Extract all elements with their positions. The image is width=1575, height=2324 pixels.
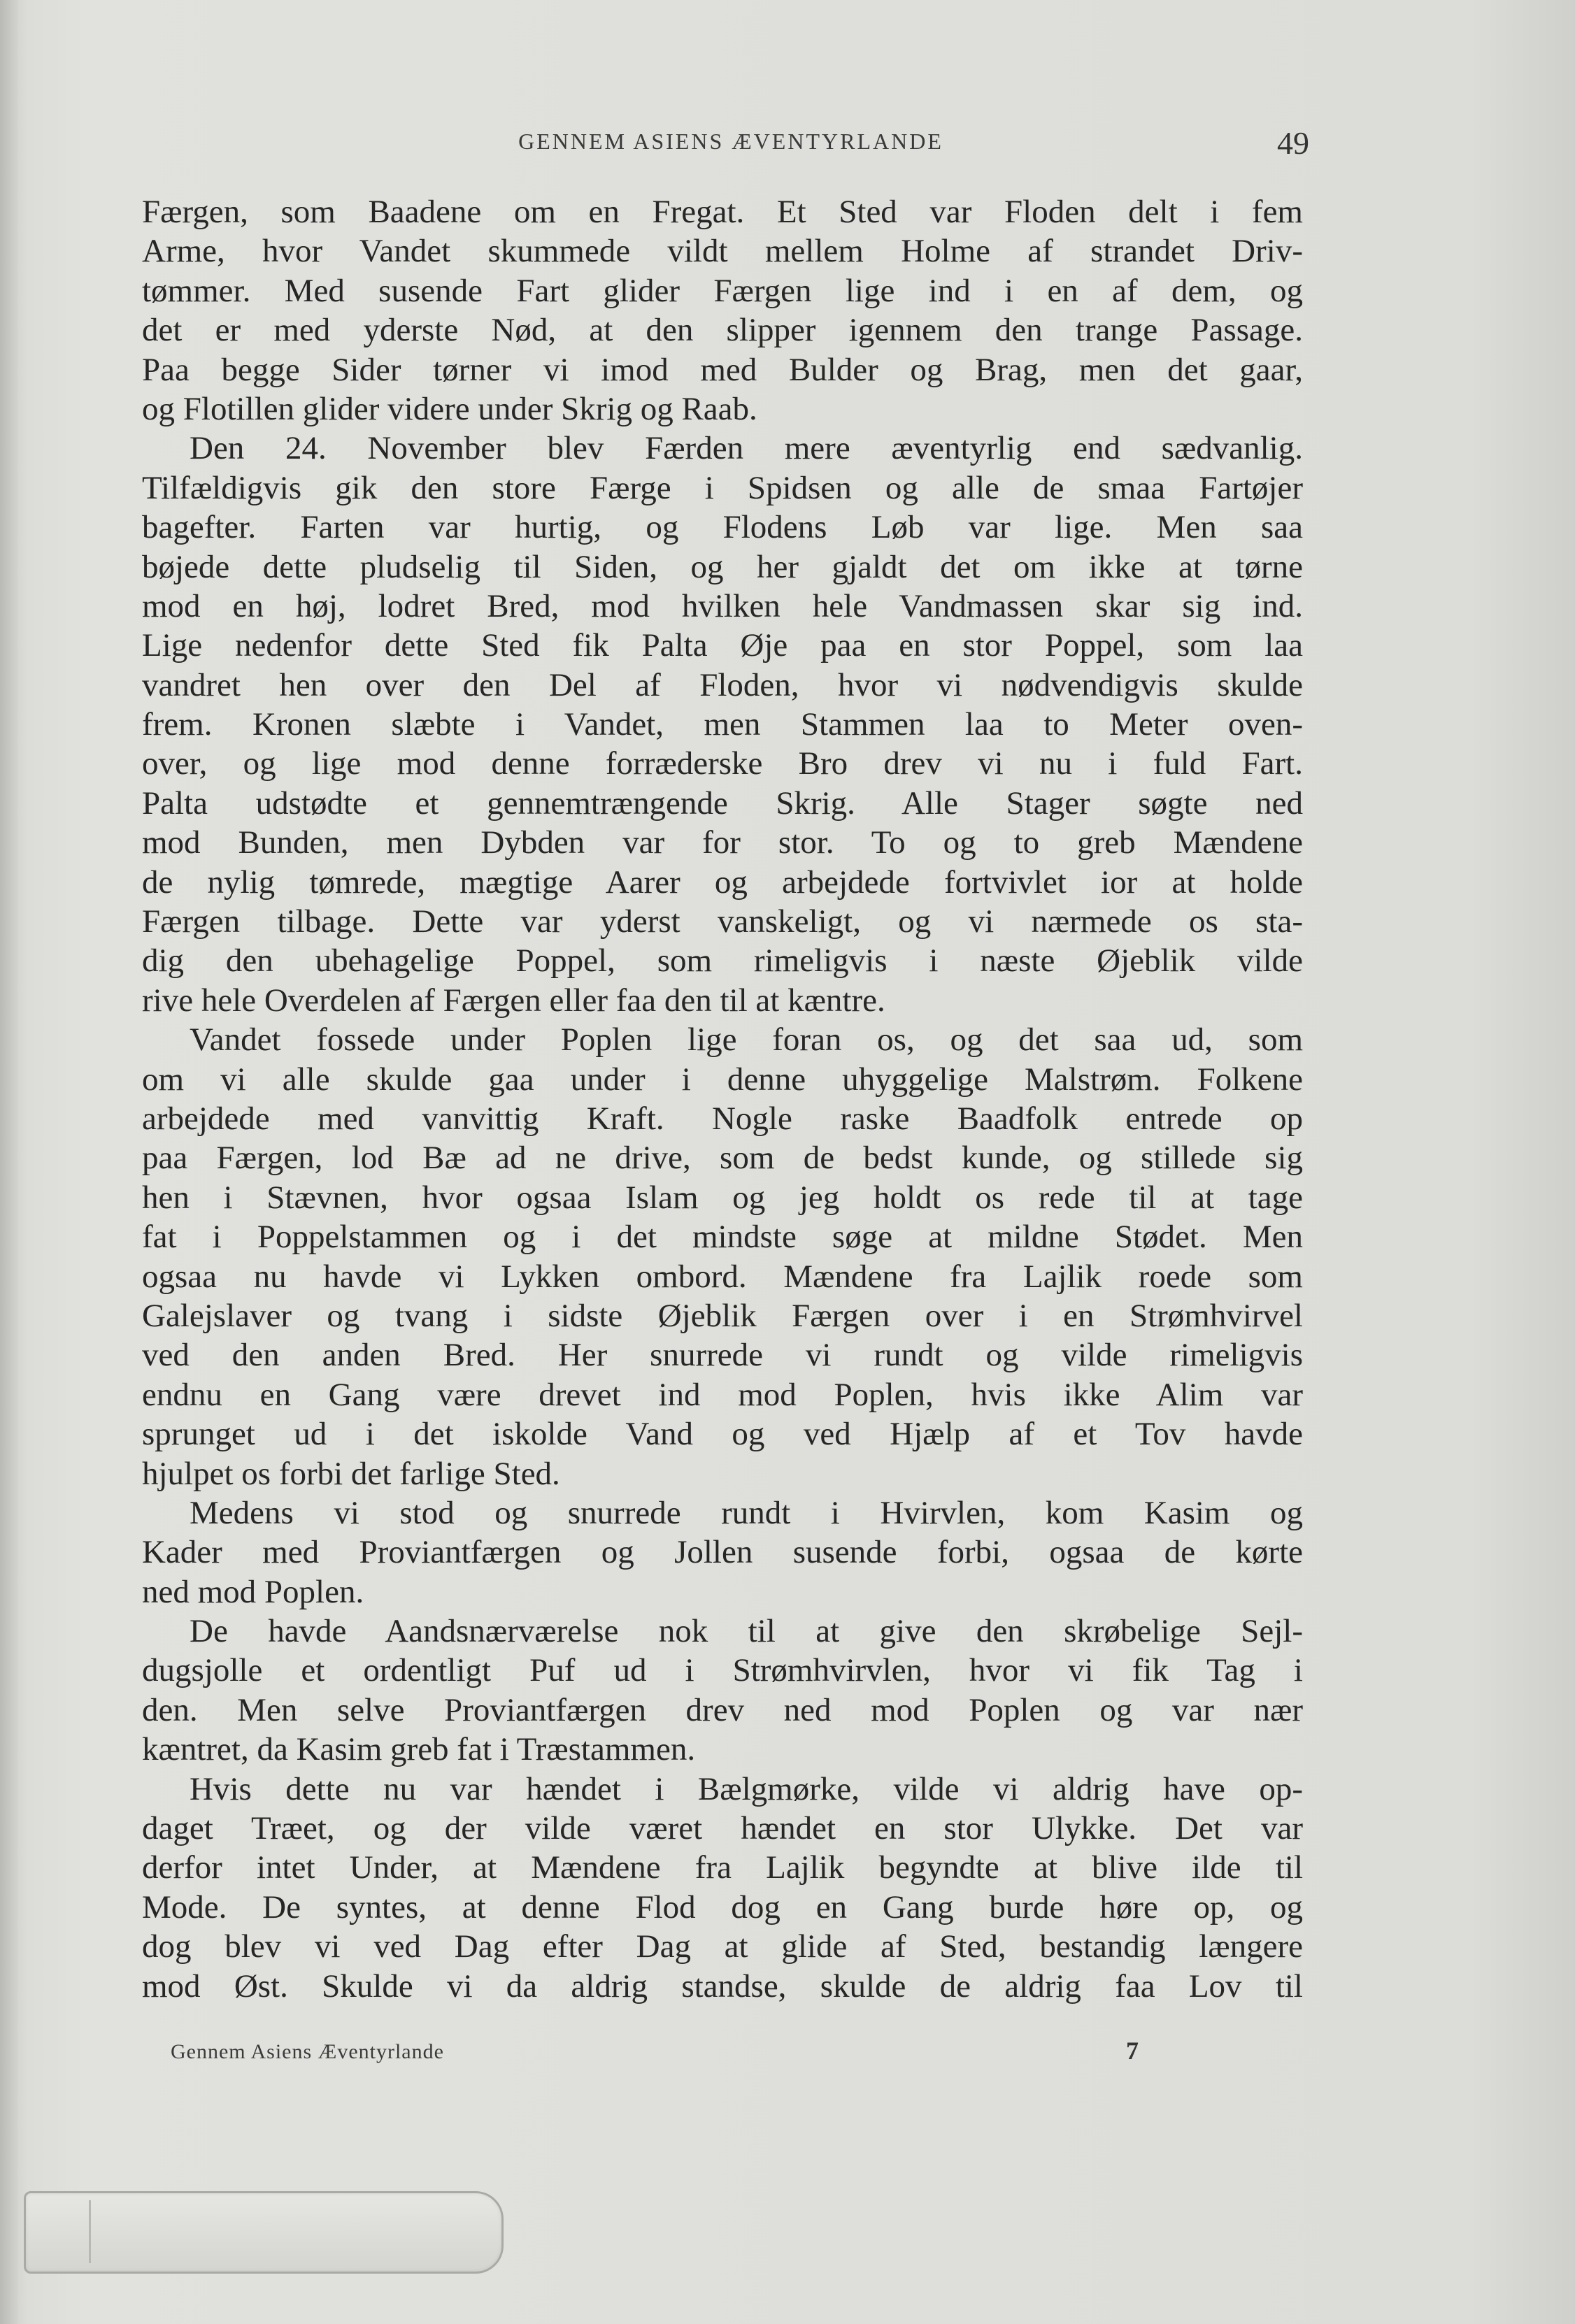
text-line: daget Træet, og der vilde været hændet en stor Ulykke. Det var <box>142 1810 1303 1847</box>
signature-title: Gennem Asiens Æventyrlande <box>171 2040 444 2063</box>
running-title: GENNEM ASIENS ÆVENTYRLANDE <box>518 129 943 154</box>
text-line: de nylig tømrede, mægtige Aarer og arbejdede fortvivlet ior at holde <box>142 863 1303 901</box>
text-line: tømmer. Med susende Fart glider Færgen lige ind i en af dem, og <box>142 272 1303 309</box>
text-line: ned mod Poplen. <box>142 1573 364 1610</box>
text-line: fat i Poppelstammen og i det mindste søge at mildne Stødet. Men <box>142 1219 1303 1256</box>
text-line: Vandet fossede under Poplen lige foran os, og det saa ud, som <box>190 1021 1303 1059</box>
text-line: Kader med Proviantfærgen og Jollen susende forbi, ogsaa de kørte <box>142 1534 1303 1571</box>
page-footer <box>171 2035 1164 2070</box>
text-line: den. Men selve Proviantfærgen drev ned mod Poplen og var nær <box>142 1691 1303 1728</box>
text-line: Mode. De syntes, at denne Flod dog en Gang burde høre op, og <box>142 1888 1303 1925</box>
text-line: Den 24. November blev Færden mere æventyrlig end sædvanlig. <box>190 430 1303 467</box>
text-line: paa Færgen, lod Bæ ad ne drive, som de bedst kunde, og stillede sig <box>142 1140 1303 1177</box>
signature-mark: 7 <box>1126 2037 1139 2065</box>
text-line: endnu en Gang være drevet ind mod Poplen, hvis ikke Alim var <box>142 1376 1303 1413</box>
text-line: bøjede dette pludselig til Siden, og her gjaldt det om ikke at tørne <box>142 548 1303 585</box>
text-line: Paa begge Sider tørner vi imod med Bulder og Brag, men det gaar, <box>142 351 1303 388</box>
text-line: Færgen tilbage. Dette var yderst vanskeligt, og vi nærmede os sta- <box>142 903 1303 940</box>
text-line: ved den anden Bred. Her snurrede vi rundt og vilde rimeligvis <box>142 1337 1303 1374</box>
text-line: mod en høj, lodret Bred, mod hvilken hele Vandmassen skar sig ind. <box>142 587 1303 624</box>
body-text <box>142 192 1303 2006</box>
text-line: Arme, hvor Vandet skummede vildt mellem Holme af strandet Driv- <box>142 233 1303 270</box>
text-line: Galejslaver og tvang i sidste Øjeblik Færgen over i en Strømhvirvel <box>142 1297 1303 1334</box>
text-line: Tilfældigvis gik den store Færge i Spidsen og alle de smaa Fartøjer <box>142 469 1303 506</box>
text-line: frem. Kronen slæbte i Vandet, men Stammen laa to Meter oven- <box>142 706 1303 743</box>
text-line: hen i Stævnen, hvor ogsaa Islam og jeg holdt os rede til at tage <box>142 1179 1303 1216</box>
text-line: mod Øst. Skulde vi da aldrig standse, skulde de aldrig faa Lov til <box>142 1967 1303 2004</box>
text-line: derfor intet Under, at Mændene fra Lajlik begyndte at blive ilde til <box>142 1849 1303 1886</box>
catalog-label-divider <box>89 2200 483 2263</box>
text-line: rive hele Overdelen af Færgen eller faa den til at kæntre. <box>142 982 885 1019</box>
text-line: mod Bunden, men Dybden var for stor. To og to greb Mændene <box>142 824 1303 861</box>
text-line: hjulpet os forbi det farlige Sted. <box>142 1455 560 1492</box>
text-line: ogsaa nu havde vi Lykken ombord. Mændene fra Lajlik roede som <box>142 1258 1303 1295</box>
text-line: over, og lige mod denne forræderske Bro drev vi nu i fuld Fart. <box>142 745 1303 782</box>
text-line: Hvis dette nu var hændet i Bælgmørke, vilde vi aldrig have op- <box>190 1770 1303 1807</box>
text-line: De havde Aandsnærværelse nok til at give den skrøbelige Sejl- <box>190 1613 1303 1650</box>
text-line: dugsjolle et ordentligt Puf ud i Strømhvirvlen, hvor vi fik Tag i <box>142 1652 1303 1689</box>
library-catalog-label <box>24 2191 504 2274</box>
text-line: Medens vi stod og snurrede rundt i Hvirvlen, kom Kasim og <box>190 1494 1303 1531</box>
text-line: det er med yderste Nød, at den slipper igennem den trange Passage. <box>142 312 1303 349</box>
running-head <box>140 124 1322 166</box>
page-binding-edge <box>0 0 18 2324</box>
text-line: sprunget ud i det iskolde Vand og ved Hjælp af et Tov havde <box>142 1416 1303 1453</box>
text-line: dig den ubehagelige Poppel, som rimeligvis i næste Øjeblik vilde <box>142 942 1303 980</box>
text-line: Færgen, som Baadene om en Fregat. Et Sted var Floden delt i fem <box>142 194 1303 230</box>
text-line: bagefter. Farten var hurtig, og Flodens Løb var lige. Men saa <box>142 509 1303 546</box>
text-line: dog blev vi ved Dag efter Dag at glide af Sted, bestandig længere <box>142 1928 1303 1965</box>
text-line: om vi alle skulde gaa under i denne uhyggelige Malstrøm. Folkene <box>142 1061 1303 1098</box>
page-number: 49 <box>1277 125 1309 161</box>
text-line: kæntret, da Kasim greb fat i Træstammen. <box>142 1731 696 1768</box>
text-line: Palta udstødte et gennemtrængende Skrig. Alle Stager søgte ned <box>142 784 1303 822</box>
text-line: arbejdede med vanvittig Kraft. Nogle raske Baadfolk entrede op <box>142 1100 1303 1137</box>
text-line: Lige nedenfor dette Sted fik Palta Øje paa en stor Poppel, som laa <box>142 627 1303 664</box>
text-line: vandret hen over den Del af Floden, hvor vi nødvendigvis skulde <box>142 666 1303 703</box>
text-line: og Flotillen glider videre under Skrig og Raab. <box>142 390 757 427</box>
